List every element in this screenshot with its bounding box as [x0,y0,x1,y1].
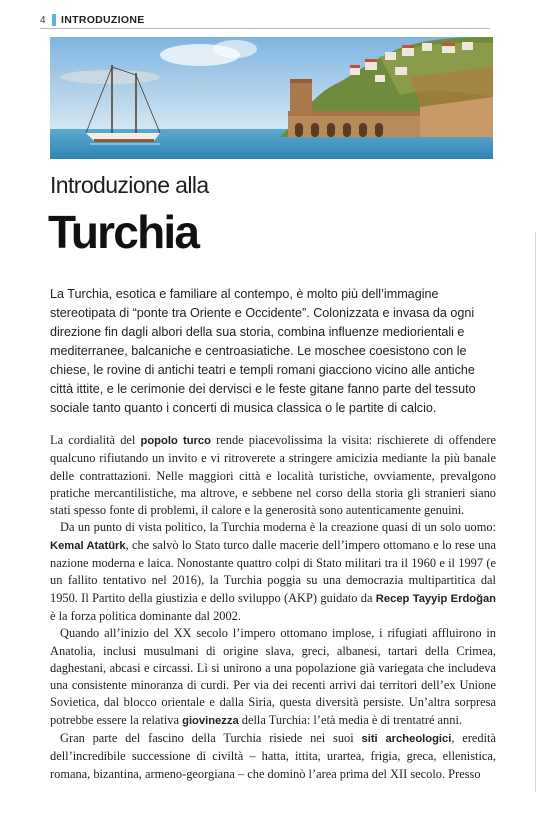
body-paragraph-1: La cordialità del popolo turco rende piacevolissima la visita: rischierete di offendere qualcuno rifiutando un invito e vi ritroverete a stringere amicizia mediante la più banale delle contrattazioni. Nelle maggiori città e località turistiche, ovviamente, prevalgono pratiche mercantilistiche, ma altrove, e sebbene nel corso della storia gli stranieri siano stati spesso fonte di problemi, il calore e la generosità sono autenticamente genuini. [50,433,496,518]
intro-paragraph: La Turchia, esotica e familiare al contempo, è molto più dell’immagine stereotipata di “ponte tra Oriente e Occidente”. Colonizzata e invasa da ogni direzione fin dagli albori della sua storia, combina influenze mediorientali e mediterranee, balcaniche e centroasiatiche. Le moschee coesistono con le chiese, le rovine di antichi teatri e templi romani giacciono vicino alle antiche città ittite, e le cerimonie dei dervisci e le feste gitane fanno parte del tessuto sociale tanto quanto i concerti di musica classica o le partite di calcio. [50,287,476,415]
keyword-giovinezza: giovinezza [182,714,239,727]
keyword-kemal-ataturk: Kemal Atatürk [50,539,126,552]
body-text [50,432,496,783]
page-number: 4 [40,14,46,26]
keyword-erdogan: Recep Tayyip Erdoğan [375,592,496,605]
body-paragraph-4: Gran parte del fascino della Turchia risiede nei suoi siti archeologici, eredità dell’incredibile successione di civiltà – hatta, ittita, urartea, frigia, greca, ellenistica, romana, bizantina, armeno-georgiana – che dominò l’area prima del XII secolo. Presso [50,731,496,781]
body-paragraph-2: Da un punto di vista politico, la Turchia moderna è la creazione quasi di un solo uomo: Kemal Atatürk, che salvò lo Stato turco dalle macerie dell’impero ottomano e lo rese una nazione moderna e laica. Nonostante quattro colpi di Stato militari tra il 1960 e il 1997 (e un fallito tentativo nel 2016), la Turchia poggia su una democrazia multipartitica dal 1950. Il Partito della giustizia e dello sviluppo (AKP) guidato da Recep Tayyip Erdoğan è la forza politica dominante dal 2002. [50,520,496,623]
keyword-siti-archeologici: siti archeologici [361,733,452,746]
title-line-1: Introduzione alla [50,172,209,198]
running-header [40,12,490,29]
hero-photo-coast [50,37,493,159]
keyword-popolo-turco: popolo turco [140,435,211,447]
body-paragraph-3: Quando all’inizio del XX secolo l’impero ottomano implose, i rifugiati affluirono in Anatolia, inclusi musulmani di origine slava, greci, albanesi, tartari della Crimea, daghestani, abcasi e circassi. Lì si unirono a una popolazione già variegata che includeva una consistente minoranza di curdi. Per via dei recenti arrivi dai territori dell’ex Unione Sovietica, dal blocco orientale e dalla Siria, questa diversità persiste. Un’altra sorpresa potrebbe essere la relativa giovinezza della Turchia: l’età media è di trentatré anni. [50,626,496,727]
page-title: Turchia [48,206,199,258]
header-accent-bar [52,14,56,26]
section-title: INTRODUZIONE [61,14,145,26]
